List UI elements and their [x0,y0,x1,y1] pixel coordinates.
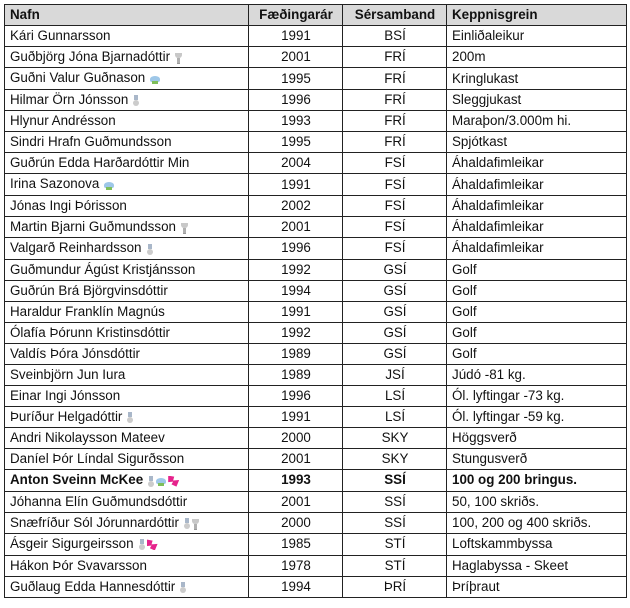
medal-icon [147,244,153,255]
cell-name [5,301,249,322]
cell-federation: SKY [343,449,447,470]
achievement-icons [179,217,188,237]
cell-event: 100, 200 og 400 skriðs. [447,512,627,533]
cell-event: Golf [447,301,627,322]
cell-event: Stungusverð [447,449,627,470]
cell-name [5,174,249,195]
cell-name [5,280,249,301]
achievement-icons [125,407,133,427]
cell-event: Maraþon/3.000m hi. [447,111,627,132]
cell-federation: FSÍ [343,153,447,174]
cell-birth-year: 1996 [249,89,343,110]
table-row [5,428,627,449]
cell-federation: FSÍ [343,216,447,237]
cell-name [5,534,249,555]
cell-event: Sleggjukast [447,89,627,110]
athlete-name: Guðmundur Ágúst Kristjánsson [10,261,196,277]
athlete-name: Guðrún Brá Björgvinsdóttir [10,282,168,298]
cell-event: Golf [447,343,627,364]
header-name: Nafn [5,5,249,26]
achievement-icons [146,471,179,491]
cell-name [5,555,249,576]
athlete-name: Anton Sveinn McKee [10,472,144,488]
athlete-name: Guðbjörg Jóna Bjarnadóttir [10,49,171,64]
cell-event: Ól. lyftingar -73 kg. [447,385,627,406]
achievement-icons [131,90,139,110]
cell-event: Golf [447,280,627,301]
athlete-name: Snæfríður Sól Jórunnardóttir [10,514,179,530]
table-row [5,195,627,216]
trophy-icon [192,519,199,529]
table-row [5,89,627,110]
cell-federation: SSÍ [343,470,447,491]
cell-birth-year: 1991 [249,174,343,195]
cell-birth-year: 2004 [249,153,343,174]
cell-name [5,68,249,89]
cell-name [5,428,249,449]
table-row [5,47,627,68]
table-row [5,364,627,385]
cell-birth-year: 1991 [249,26,343,47]
table-row [5,576,627,597]
wings-icon [156,476,166,486]
medal-icon [180,582,186,593]
london-2012-icon [168,476,179,487]
table-row [5,132,627,153]
cell-birth-year: 2001 [249,216,343,237]
cell-federation: FRÍ [343,111,447,132]
medal-icon [133,95,139,106]
table-row [5,555,627,576]
cell-name [5,512,249,533]
cell-event: Þríþraut [447,576,627,597]
table-row [5,153,627,174]
table-row [5,512,627,533]
cell-name [5,322,249,343]
cell-birth-year: 1992 [249,259,343,280]
cell-event: Höggsverð [447,428,627,449]
cell-name [5,216,249,237]
table-header-row [5,5,627,26]
table-row [5,111,627,132]
cell-birth-year: 1992 [249,322,343,343]
cell-event: Áhaldafimleikar [447,174,627,195]
cell-name [5,111,249,132]
cell-federation: GSÍ [343,259,447,280]
cell-birth-year: 2000 [249,428,343,449]
cell-event: Golf [447,322,627,343]
cell-name [5,491,249,512]
cell-event: Áhaldafimleikar [447,238,627,259]
table-row [5,534,627,555]
header-event: Keppnisgrein [447,5,627,26]
cell-birth-year: 1994 [249,280,343,301]
athlete-name: Guðrún Edda Harðardóttir Min [10,155,190,171]
achievement-icons [137,535,158,555]
achievement-icons [102,175,114,195]
table-row [5,238,627,259]
cell-event: 100 og 200 bringus. [447,470,627,491]
athlete-name: Guðlaug Edda Hannesdóttir [10,578,176,594]
cell-event: Áhaldafimleikar [447,216,627,237]
cell-federation: GSÍ [343,322,447,343]
athlete-name: Guðni Valur Guðnason [10,70,146,86]
cell-event: Spjótkast [447,132,627,153]
cell-birth-year: 1991 [249,406,343,427]
cell-federation: STÍ [343,534,447,555]
cell-name [5,406,249,427]
cell-event: Ól. lyftingar -59 kg. [447,406,627,427]
athlete-name: Valdís Þóra Jónsdóttir [10,345,141,361]
medal-icon [148,476,154,487]
cell-birth-year: 2002 [249,195,343,216]
cell-federation: FSÍ [343,195,447,216]
athlete-name: Valgarð Reinhardsson [10,240,142,256]
cell-federation: SKY [343,428,447,449]
cell-birth-year: 2000 [249,512,343,533]
athlete-table-container [4,4,627,598]
athlete-name: Ólafía Þórunn Kristinsdóttir [10,324,171,340]
table-row [5,491,627,512]
cell-birth-year: 2001 [249,449,343,470]
table-row [5,259,627,280]
cell-federation: FSÍ [343,174,447,195]
cell-birth-year: 1995 [249,68,343,89]
cell-name [5,132,249,153]
medal-icon [139,539,145,550]
cell-federation: FRÍ [343,89,447,110]
table-row [5,216,627,237]
cell-birth-year: 1995 [249,132,343,153]
cell-birth-year: 1985 [249,534,343,555]
wings-icon [150,74,160,84]
table-row [5,470,627,491]
cell-federation: LSÍ [343,385,447,406]
cell-birth-year: 1989 [249,364,343,385]
table-row [5,322,627,343]
london-2012-icon [147,539,158,550]
athlete-table [4,4,627,598]
cell-event: Einliðaleikur [447,26,627,47]
table-row [5,26,627,47]
cell-event: Haglabyssa - Skeet [447,555,627,576]
athlete-name: Jónas Ingi Þórisson [10,197,127,213]
achievement-icons [148,69,160,89]
athlete-name: Hilmar Örn Jónsson [10,91,129,107]
table-row [5,449,627,470]
cell-name [5,26,249,47]
cell-event: Golf [447,259,627,280]
cell-name [5,195,249,216]
achievement-icons [173,47,182,67]
athlete-name: Andri Nikolaysson Mateev [10,430,165,446]
wings-icon [104,180,114,190]
cell-federation: STÍ [343,555,447,576]
cell-federation: GSÍ [343,280,447,301]
cell-federation: JSÍ [343,364,447,385]
cell-name [5,153,249,174]
cell-name [5,343,249,364]
athlete-name: Ásgeir Sigurgeirsson [10,536,134,552]
cell-federation: GSÍ [343,343,447,364]
cell-federation: FRÍ [343,47,447,68]
athlete-name: Kári Gunnarsson [10,28,111,43]
table-row [5,385,627,406]
cell-name [5,576,249,597]
cell-birth-year: 1996 [249,385,343,406]
cell-birth-year: 2001 [249,47,343,68]
achievement-icons [178,577,186,597]
cell-birth-year: 1993 [249,111,343,132]
cell-federation: BSÍ [343,26,447,47]
achievement-icons [182,513,199,533]
cell-event: Kringlukast [447,68,627,89]
table-row [5,68,627,89]
cell-event: Áhaldafimleikar [447,153,627,174]
athlete-name: Daníel Þór Líndal Sigurðsson [10,451,185,467]
trophy-icon [175,53,182,63]
cell-birth-year: 1991 [249,301,343,322]
header-birth-year: Fæðingarár [249,5,343,26]
cell-birth-year: 1994 [249,576,343,597]
header-federation: Sérsamband [343,5,447,26]
medal-icon [127,412,133,423]
table-row [5,280,627,301]
athlete-name: Sindri Hrafn Guðmundsson [10,134,172,150]
cell-federation: ÞRÍ [343,576,447,597]
achievement-icons [145,239,153,259]
athlete-name: Haraldur Franklín Magnús [10,303,165,319]
cell-federation: SSÍ [343,491,447,512]
athlete-name: Hlynur Andrésson [10,113,116,129]
athlete-name: Hákon Þór Svavarsson [10,557,147,573]
cell-name [5,259,249,280]
cell-event: Júdó -81 kg. [447,364,627,385]
cell-birth-year: 1996 [249,238,343,259]
athlete-name: Martin Bjarni Guðmundsson [10,218,176,234]
cell-name [5,238,249,259]
cell-birth-year: 1989 [249,343,343,364]
cell-event: Áhaldafimleikar [447,195,627,216]
athlete-name: Þuríður Helgadóttir [10,408,123,424]
cell-name [5,89,249,110]
athlete-name: Einar Ingi Jónsson [10,387,121,403]
cell-federation: FSÍ [343,238,447,259]
table-row [5,406,627,427]
cell-federation: FRÍ [343,68,447,89]
cell-birth-year: 2001 [249,491,343,512]
medal-icon [184,518,190,529]
cell-birth-year: 1978 [249,555,343,576]
cell-name [5,470,249,491]
cell-federation: FRÍ [343,132,447,153]
table-row [5,343,627,364]
trophy-icon [181,223,188,233]
table-row [5,301,627,322]
cell-event: Loftskammbyssa [447,534,627,555]
cell-event: 50, 100 skriðs. [447,491,627,512]
cell-federation: SSÍ [343,512,447,533]
cell-name [5,449,249,470]
cell-name [5,385,249,406]
athlete-name: Irina Sazonova [10,176,100,192]
cell-name [5,47,249,68]
table-body [5,26,627,598]
cell-federation: LSÍ [343,406,447,427]
cell-name [5,364,249,385]
athlete-name: Sveinbjörn Jun Iura [10,366,126,382]
cell-event: 200m [447,47,627,68]
cell-birth-year: 1993 [249,470,343,491]
table-row [5,174,627,195]
athlete-name: Jóhanna Elín Guðmundsdóttir [10,493,188,509]
cell-federation: GSÍ [343,301,447,322]
